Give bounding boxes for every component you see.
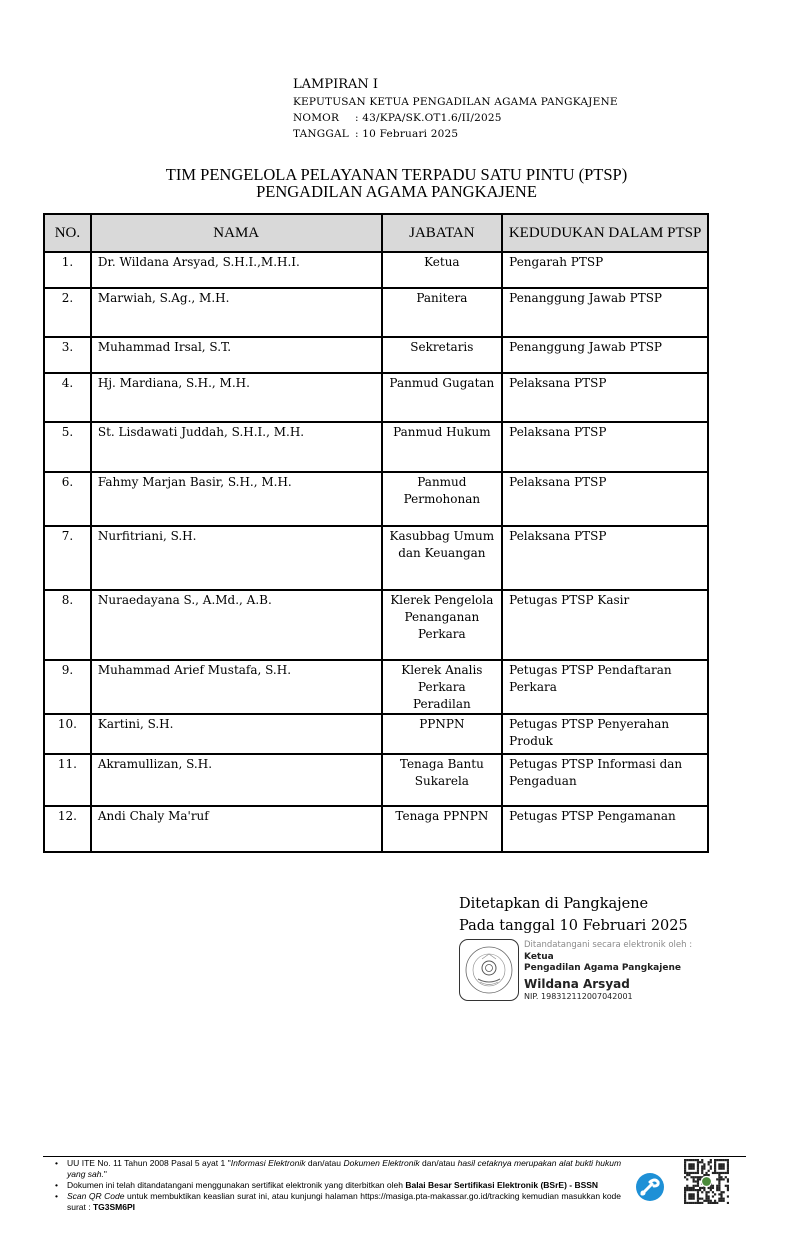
cell-kedudukan: Pelaksana PTSP xyxy=(502,422,708,472)
cell-nama: Nuraedayana S., A.Md., A.B. xyxy=(91,590,382,660)
table-row xyxy=(44,806,708,852)
signature-date: Pada tanggal 10 Februari 2025 xyxy=(459,918,688,934)
cell-no: 1. xyxy=(44,252,91,288)
tanggal-value: : 10 Februari 2025 xyxy=(355,128,459,140)
cell-kedudukan: Pelaksana PTSP xyxy=(502,472,708,526)
ptsp-team-table xyxy=(43,213,709,853)
cell-no: 11. xyxy=(44,754,91,806)
cell-kedudukan: Petugas PTSP Informasi dan Pengaduan xyxy=(502,754,708,806)
note-text: Dokumen ini telah ditandatangani menggunakan sertifikat elektronik yang diterbitkan oleh xyxy=(67,1180,406,1190)
signer-role-2: Pengadilan Agama Pangkajene xyxy=(524,963,681,973)
cell-kedudukan: Petugas PTSP Pengamanan xyxy=(502,806,708,852)
cell-jabatan: Panitera xyxy=(382,288,503,337)
table-row xyxy=(44,660,708,714)
court-seal-icon xyxy=(459,939,519,1001)
cell-jabatan: Sekretaris xyxy=(382,337,503,373)
verification-code: TG3SM6PI xyxy=(92,1202,136,1212)
cell-kedudukan: Petugas PTSP Pendaftaran Perkara xyxy=(502,660,708,714)
note-text: untuk membuktikan keaslian surat ini, atau kunjungi halaman https://masiga.pta-makassar.go.id/tracking kemudian masukkan kode surat : xyxy=(67,1191,622,1212)
title-line-2: PENGADILAN AGAMA PANGKAJENE xyxy=(256,182,537,201)
esign-details xyxy=(524,939,692,1002)
note-italic: Scan QR Code xyxy=(67,1191,125,1201)
cell-kedudukan: Petugas PTSP Kasir xyxy=(502,590,708,660)
cell-nama: Dr. Wildana Arsyad, S.H.I.,M.H.I. xyxy=(91,252,382,288)
cell-kedudukan: Penanggung Jawab PTSP xyxy=(502,288,708,337)
footer-note-ite xyxy=(55,1158,621,1180)
cell-jabatan: PPNPN xyxy=(382,714,503,754)
cell-no: 4. xyxy=(44,373,91,422)
cell-kedudukan: Petugas PTSP Penyerahan Produk xyxy=(502,714,708,754)
table-row xyxy=(44,526,708,590)
table-row xyxy=(44,422,708,472)
table-header-row xyxy=(44,214,708,252)
cell-no: 3. xyxy=(44,337,91,373)
cell-kedudukan: Pengarah PTSP xyxy=(502,252,708,288)
table-row xyxy=(44,714,708,754)
cell-nama: Akramullizan, S.H. xyxy=(91,754,382,806)
table-row xyxy=(44,288,708,337)
note-italic: Informasi Elektronik xyxy=(230,1158,306,1168)
table-row xyxy=(44,754,708,806)
signed-by-label: Ditandatangani secara elektronik oleh : xyxy=(524,940,693,950)
note-text: UU ITE No. 11 Tahun 2008 Pasal 5 ayat 1 " xyxy=(67,1158,231,1168)
signer-role-1: Ketua xyxy=(524,952,554,962)
cell-no: 10. xyxy=(44,714,91,754)
cell-nama: Kartini, S.H. xyxy=(91,714,382,754)
table-row xyxy=(44,472,708,526)
tanggal-label: TANGGAL xyxy=(293,128,349,140)
title-line-1: TIM PENGELOLA PELAYANAN TERPADU SATU PINTU (PTSP) xyxy=(165,165,628,184)
cell-nama: Hj. Mardiana, S.H., M.H. xyxy=(91,373,382,422)
cell-jabatan: Kasubbag Umum dan Keuangan xyxy=(382,526,503,590)
footer-note-bsre xyxy=(55,1180,621,1191)
footer-divider xyxy=(43,1156,746,1157)
cell-nama: Nurfitriani, S.H. xyxy=(91,526,382,590)
cell-jabatan: Ketua xyxy=(382,252,503,288)
cell-no: 8. xyxy=(44,590,91,660)
col-header-kedudukan: KEDUDUKAN DALAM PTSP xyxy=(502,214,708,252)
cell-no: 9. xyxy=(44,660,91,714)
cell-no: 6. xyxy=(44,472,91,526)
cell-nama: Fahmy Marjan Basir, S.H., M.H. xyxy=(91,472,382,526)
cell-jabatan: Tenaga Bantu Sukarela xyxy=(382,754,503,806)
cell-no: 5. xyxy=(44,422,91,472)
col-header-no: NO. xyxy=(44,214,91,252)
note-text: dan/atau xyxy=(419,1158,458,1168)
nomor-line xyxy=(293,110,618,126)
cell-jabatan: Tenaga PPNPN xyxy=(382,806,503,852)
cell-kedudukan: Pelaksana PTSP xyxy=(502,526,708,590)
cell-no: 7. xyxy=(44,526,91,590)
qr-code-icon[interactable] xyxy=(684,1159,729,1204)
document-header xyxy=(293,76,618,142)
cell-jabatan: Panmud Hukum xyxy=(382,422,503,472)
cell-no: 2. xyxy=(44,288,91,337)
cell-nama: Muhammad Irsal, S.T. xyxy=(91,337,382,373)
bsre-logo-icon xyxy=(635,1172,665,1202)
cell-nama: St. Lisdawati Juddah, S.H.I., M.H. xyxy=(91,422,382,472)
col-header-nama: NAMA xyxy=(91,214,382,252)
electronic-signature xyxy=(459,939,719,1005)
tanggal-line xyxy=(293,126,618,142)
signer-nip: NIP. 198312112007042001 xyxy=(524,992,633,1001)
signature-place: Ditetapkan di Pangkajene xyxy=(459,896,649,912)
note-italic: hasil cetaknya merupakan alat bukti hukum yang sah. xyxy=(67,1158,622,1179)
note-italic: Dokumen Elektronik xyxy=(343,1158,420,1168)
note-bold: Balai Besar Sertifikasi Elektronik (BSrE) - BSSN xyxy=(405,1180,599,1190)
cell-nama: Muhammad Arief Mustafa, S.H. xyxy=(91,660,382,714)
note-text: dan/atau xyxy=(305,1158,344,1168)
col-header-jabatan: JABATAN xyxy=(382,214,503,252)
cell-jabatan: Panmud Gugatan xyxy=(382,373,503,422)
footer-note-qr xyxy=(55,1191,621,1213)
keputusan-line: KEPUTUSAN KETUA PENGADILAN AGAMA PANGKAJENE xyxy=(293,96,618,108)
table-row xyxy=(44,337,708,373)
cell-kedudukan: Penanggung Jawab PTSP xyxy=(502,337,708,373)
note-text: " xyxy=(103,1169,107,1179)
cell-no: 12. xyxy=(44,806,91,852)
cell-kedudukan: Pelaksana PTSP xyxy=(502,373,708,422)
cell-nama: Andi Chaly Ma'ruf xyxy=(91,806,382,852)
table-row xyxy=(44,590,708,660)
document-title xyxy=(0,166,793,200)
nomor-label: NOMOR xyxy=(293,112,340,124)
cell-jabatan: Panmud Permohonan xyxy=(382,472,503,526)
nomor-value: : 43/KPA/SK.OT1.6/II/2025 xyxy=(355,112,502,124)
footer-notes xyxy=(55,1158,621,1213)
lampiran-label: LAMPIRAN I xyxy=(293,77,379,92)
cell-nama: Marwiah, S.Ag., M.H. xyxy=(91,288,382,337)
signer-name: Wildana Arsyad xyxy=(524,977,630,991)
signature-place-date xyxy=(459,893,688,937)
cell-jabatan: Klerek Analis Perkara Peradilan xyxy=(382,660,503,714)
table-row xyxy=(44,373,708,422)
table-row xyxy=(44,252,708,288)
cell-jabatan: Klerek Pengelola Penanganan Perkara xyxy=(382,590,503,660)
